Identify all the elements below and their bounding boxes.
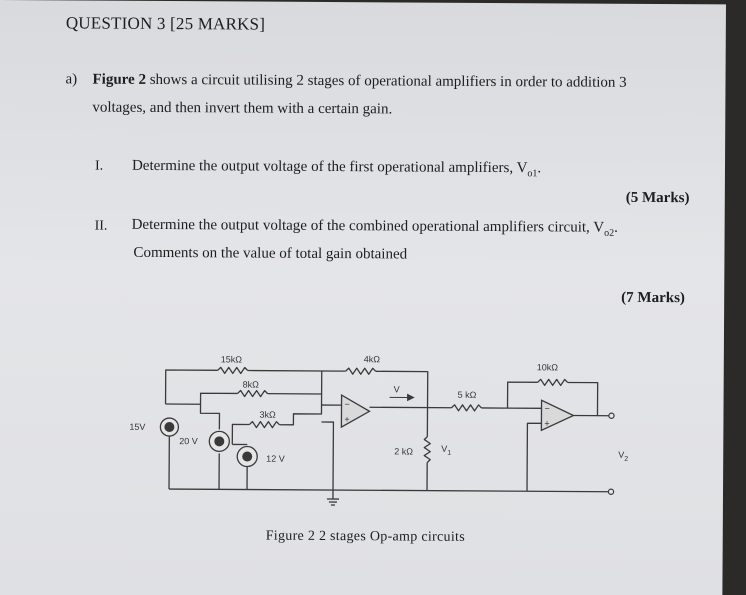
- resistor-2k: [424, 437, 430, 463]
- resistor-3k: [249, 422, 279, 428]
- source-15v: [160, 418, 178, 436]
- intro-line-1-text: shows a circuit utilising 2 stages of operational amplifiers in order to addition 3: [145, 71, 627, 91]
- terminal-vo2-top: [609, 413, 614, 418]
- source-12v: [237, 446, 257, 466]
- label-15v: 15V: [129, 421, 146, 432]
- label-4k: 4kΩ: [363, 354, 381, 365]
- label-vo1-sub: 1: [447, 449, 452, 457]
- item-2-question: Determine the output voltage of the combined operational amplifiers circuit, V: [131, 216, 605, 236]
- label-12v: 12 V: [266, 453, 285, 464]
- op-amp-1-plus: +: [344, 414, 350, 425]
- label-vo2: [618, 450, 628, 463]
- op-amp-2-minus: −: [544, 403, 550, 414]
- resistor-4k: [346, 368, 376, 374]
- resistor-5k: [451, 405, 481, 411]
- wire-op1-out: [370, 407, 452, 408]
- label-8k: 8kΩ: [242, 379, 259, 390]
- wire-8k-left: [201, 393, 238, 397]
- ground-symbol: [327, 499, 339, 505]
- item-1-numeral: I.: [94, 158, 104, 174]
- wire-10k-left: [508, 382, 538, 408]
- label-15k: 15kΩ: [220, 354, 243, 365]
- item-1-end: .: [537, 160, 542, 177]
- source-20v: [209, 431, 229, 451]
- wire-15v-top: [166, 397, 201, 404]
- item-2-subscript: o2: [604, 227, 615, 239]
- wire-4k-right: [376, 371, 428, 407]
- item-2-end: .: [614, 219, 618, 236]
- wire-10k-right: [567, 382, 597, 415]
- label-vo1-v: V: [441, 443, 448, 454]
- figure-caption: Figure 2 2 stages Op-amp circuits: [265, 528, 466, 545]
- arrow-vo-mid: [390, 394, 414, 400]
- figure-ref: Figure 2: [92, 71, 147, 88]
- op-amp-1-minus: −: [344, 399, 350, 410]
- item-1-marks: (5 Marks): [625, 189, 690, 207]
- op-amp-2-plus: +: [544, 418, 550, 429]
- item-2-numeral: II.: [94, 218, 108, 234]
- resistor-8k: [238, 390, 268, 396]
- label-vo2-v: V: [618, 449, 625, 460]
- label-vo-mid: V: [393, 384, 400, 395]
- wire-15k-loop: [166, 370, 218, 404]
- label-20v: 20 V: [179, 436, 198, 447]
- item-1-subscript: o1: [527, 168, 538, 180]
- question-heading: QUESTION 3 [25 MARKS]: [65, 13, 266, 34]
- label-10k: 10kΩ: [536, 362, 559, 373]
- wire-20v-top: [200, 404, 219, 429]
- item-2-extra: Comments on the value of total gain obtained: [133, 244, 408, 263]
- terminal-vo2-bottom: [608, 489, 613, 494]
- wire-3k-left: [232, 424, 249, 444]
- label-vo1: [441, 444, 451, 457]
- part-label: a): [65, 71, 78, 88]
- label-5k: 5 kΩ: [457, 389, 477, 400]
- item-2-marks: (7 Marks): [621, 289, 685, 307]
- label-vo2-sub: 2: [624, 455, 629, 463]
- intro-line-2: voltages, and then invert them with a certain gain.: [92, 99, 393, 118]
- ground-rail: [169, 489, 611, 492]
- label-3k: 3kΩ: [259, 409, 276, 420]
- wire-op1-noninv: [321, 422, 333, 499]
- wire-op2-noninv: [527, 423, 541, 491]
- label-2k: 2 kΩ: [394, 446, 414, 457]
- resistor-10k: [538, 379, 568, 385]
- resistor-15k: [218, 367, 248, 373]
- item-1-question: Determine the output voltage of the first operational amplifiers, V: [131, 157, 528, 177]
